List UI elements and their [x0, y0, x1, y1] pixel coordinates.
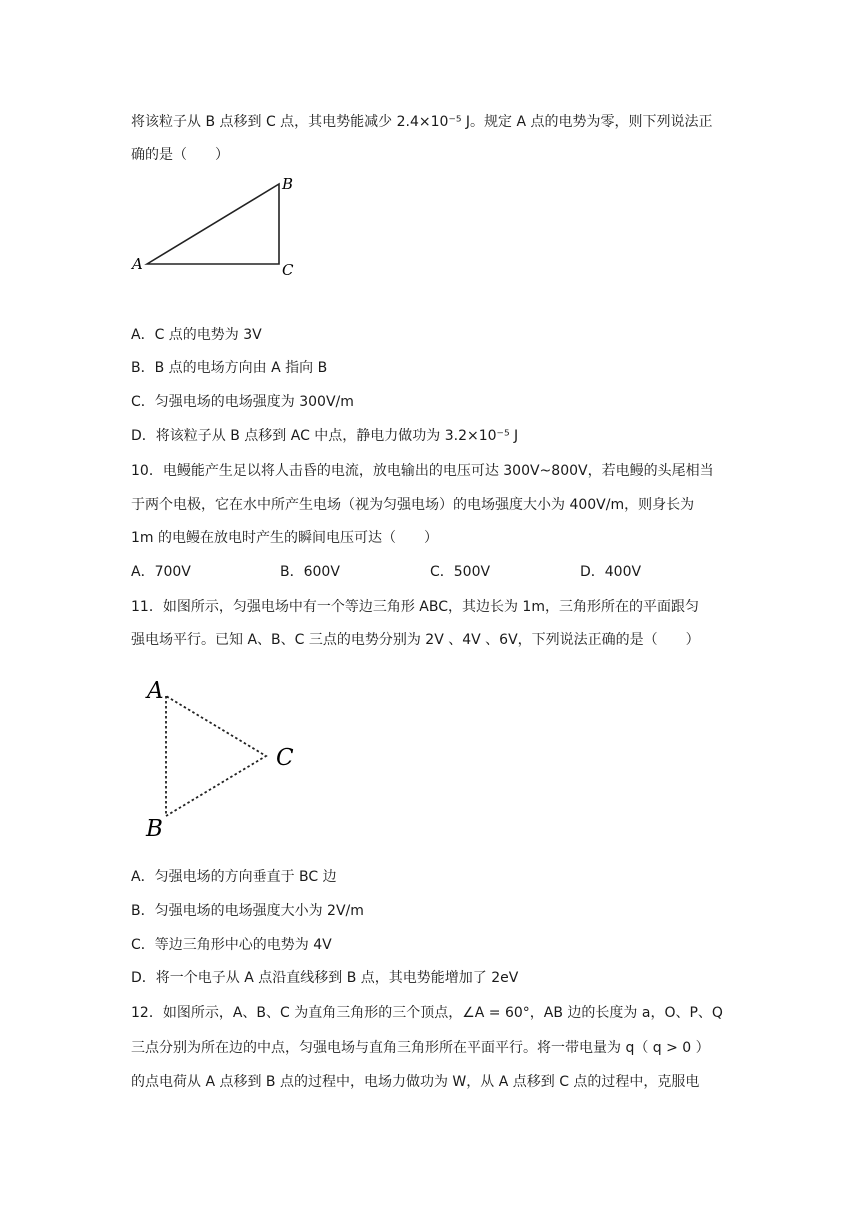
q12-stem-line1: 12．如图所示，A、B、C 为直角三角形的三个顶点，∠A = 60°，AB 边的长度为 a，O、P、Q — [131, 1005, 723, 1021]
q12-stem-line3: 的点电荷从 A 点移到 B 点的过程中，电场力做功为 W，从 A 点移到 C 点的过程中，克服电 — [131, 1074, 700, 1090]
q12-stem-line2: 三点分别为所在边的中点，匀强电场与直角三角形所在平面平行。将一带电量为 q（ q > 0 ） — [131, 1040, 710, 1056]
q9-right-triangle-figure — [125, 172, 305, 282]
q11-label-a: A — [147, 678, 164, 704]
q11-stem-line1: 11．如图所示，匀强电场中有一个等边三角形 ABC，其边长为 1m，三角形所在的平面跟匀 — [131, 599, 699, 615]
q10-stem-line2: 于两个电极，它在水中所产生电场（视为匀强电场）的电场强度大小为 400V/m，则身长为 — [131, 497, 695, 513]
q11-label-c: C — [276, 745, 294, 771]
q9-option-c: C．匀强电场的电场强度为 300V/m — [131, 394, 354, 410]
q11-option-d: D．将一个电子从 A 点沿直线移到 B 点，其电势能增加了 2eV — [131, 970, 519, 986]
q10-option-d: D．400V — [580, 564, 642, 580]
q9-option-a: A．C 点的电势为 3V — [131, 327, 262, 343]
q11-equilateral-triangle-figure — [140, 676, 310, 841]
q11-label-b: B — [146, 816, 163, 842]
q10-option-b: B．600V — [280, 564, 340, 580]
q9-label-a: A — [132, 255, 143, 273]
q10-option-a: A．700V — [131, 564, 191, 580]
q10-stem-line3: 1m 的电鳗在放电时产生的瞬间电压可达（ ） — [131, 530, 438, 546]
q11-option-a: A．匀强电场的方向垂直于 BC 边 — [131, 869, 337, 885]
q11-triangle-shape — [166, 696, 266, 816]
q10-option-c: C．500V — [430, 564, 491, 580]
q9-stem-line1: 将该粒子从 B 点移到 C 点，其电势能减少 2.4×10⁻⁵ J。规定 A 点的电势为零，则下列说法正 — [131, 114, 713, 130]
q9-label-c: C — [282, 261, 294, 279]
q11-stem-line2: 强电场平行。已知 A、B、C 三点的电势分别为 2V 、4V 、6V，下列说法正确的是（ ） — [131, 632, 700, 648]
q9-stem-line2: 确的是（ ） — [131, 147, 229, 163]
q9-option-b: B．B 点的电场方向由 A 指向 B — [131, 360, 328, 376]
q11-option-b: B．匀强电场的电场强度大小为 2V/m — [131, 903, 364, 919]
q11-option-c: C．等边三角形中心的电势为 4V — [131, 937, 332, 953]
q9-triangle-shape — [147, 184, 279, 264]
q9-label-b: B — [282, 175, 294, 193]
q10-stem-line1: 10．电鳗能产生足以将人击昏的电流，放电输出的电压可达 300V~800V，若电鳗的头尾相当 — [131, 463, 714, 479]
q9-option-d: D．将该粒子从 B 点移到 AC 中点，静电力做功为 3.2×10⁻⁵ J — [131, 428, 519, 444]
